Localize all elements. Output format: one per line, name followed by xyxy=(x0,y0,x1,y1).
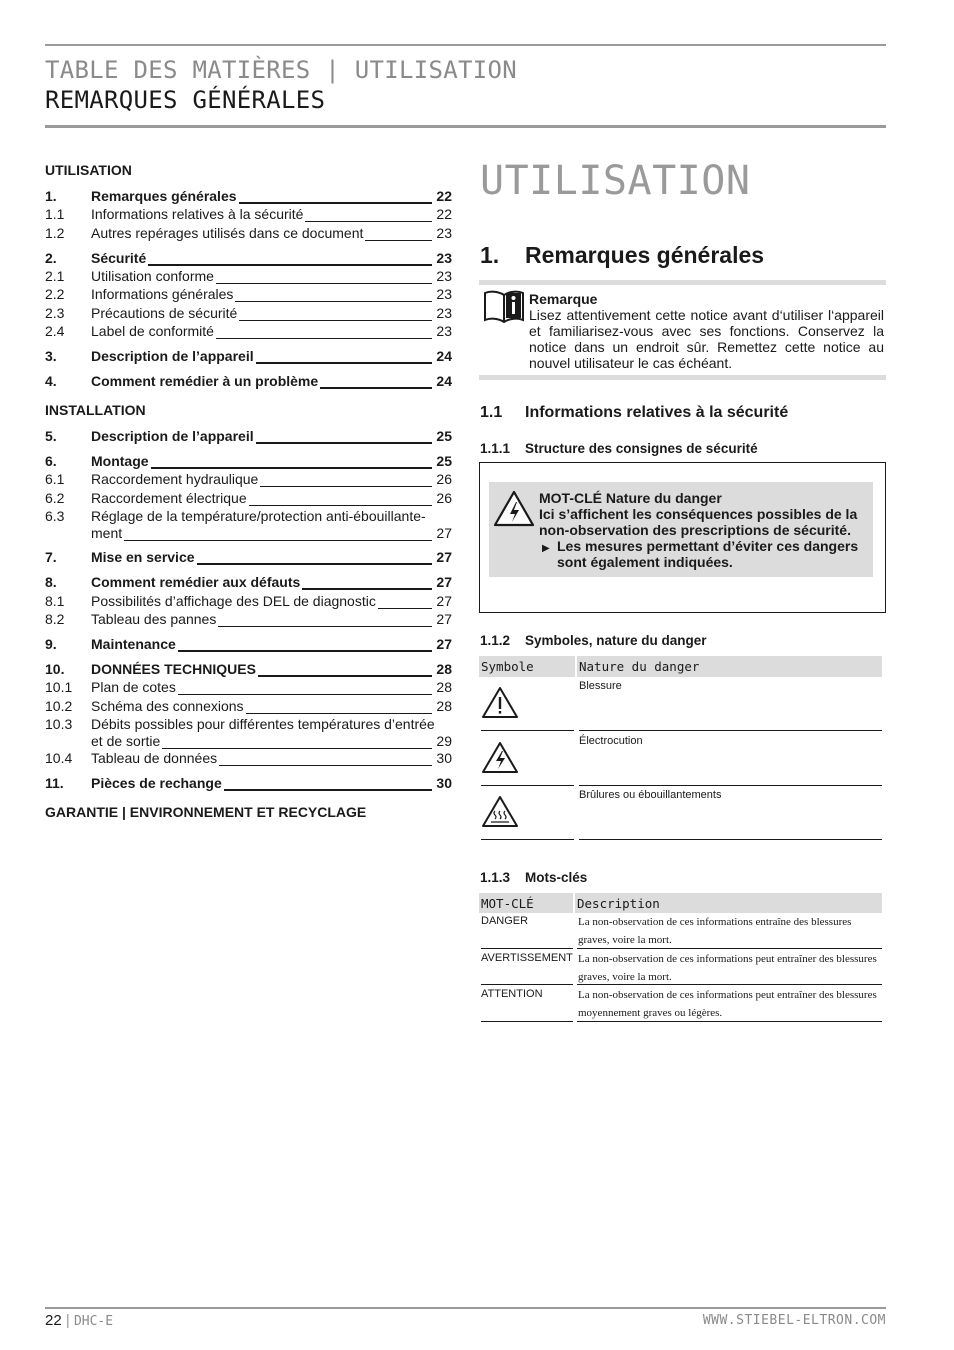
section-heading-1-1: 1.1 Informations relatives à la sécurité xyxy=(480,404,789,421)
toc-entry[interactable]: 3. Description de l’appareil 24 xyxy=(45,348,452,364)
keyword-description: La non-observation de ces informations entraîne des blessures graves, voire la mort. xyxy=(578,916,852,946)
electric-warning-icon xyxy=(493,490,535,533)
footer-page-info xyxy=(45,1312,113,1329)
toc-entry[interactable]: 10.1 Plan de cotes 28 xyxy=(45,679,452,695)
symbols-row-text: Brûlures ou ébouillantements xyxy=(579,789,722,801)
note-bottom-band xyxy=(479,375,886,380)
toc-entry[interactable]: 2.1 Utilisation conforme 23 xyxy=(45,268,452,284)
safety-instruction-box xyxy=(479,462,886,613)
table-row-divider xyxy=(577,984,882,985)
section-heading-1-1-2: 1.1.2 Symboles, nature du danger xyxy=(480,633,707,648)
toc-entry[interactable]: 1.1 Informations relatives à la sécurité 22 xyxy=(45,206,452,222)
toc-entry[interactable]: 10.4 Tableau de données 30 xyxy=(45,750,452,766)
note-title: Remarque xyxy=(529,291,598,307)
section-heading-1-1-3: 1.1.3 Mots-clés xyxy=(480,870,588,885)
table-row-divider xyxy=(579,785,882,786)
table-row-divider xyxy=(577,948,882,949)
header-bottom-rule xyxy=(45,125,886,128)
table-row-divider xyxy=(481,730,574,731)
symbols-row-text: Blessure xyxy=(579,680,622,692)
header-title-line1: TABLE DES MATIÈRES | UTILISATION xyxy=(45,56,517,84)
toc-entry[interactable]: 5. Description de l’appareil 25 xyxy=(45,428,452,444)
header-title-line2: REMARQUES GÉNÉRALES xyxy=(45,86,326,114)
safety-instruction-panel xyxy=(489,482,873,577)
keyword-description: La non-observation de ces informations peut entraîner des blessures moyennement graves ou légères. xyxy=(578,989,877,1019)
toc-entry[interactable]: 9. Maintenance 27 xyxy=(45,636,452,652)
toc-entry[interactable]: 6.3 Réglage de la température/protection anti-ébouillante- ment 27 xyxy=(45,508,452,541)
page-number: 22 xyxy=(45,1312,62,1329)
toc-section-installation: INSTALLATION xyxy=(45,402,146,418)
bullet-triangle-icon: ▶ xyxy=(542,543,550,554)
keyword-cell: AVERTISSEMENT xyxy=(481,952,573,964)
toc-entry[interactable]: 2.3 Précautions de sécurité 23 xyxy=(45,305,452,321)
toc-entry[interactable]: 4. Comment remédier à un problème 24 xyxy=(45,373,452,389)
safety-keyword-line: MOT-CLÉ Nature du danger xyxy=(539,490,722,506)
footer-rule xyxy=(45,1307,886,1309)
electric-warning-icon xyxy=(481,741,519,780)
safety-measure-text: ▶ Les mesures permettant d’éviter ces dangers sont également indiquées. xyxy=(542,538,859,570)
section-heading-1-1-1: 1.1.1 Structure des consignes de sécurité xyxy=(480,441,758,456)
toc-entry[interactable]: 6.1 Raccordement hydraulique 26 xyxy=(45,471,452,487)
table-row-divider xyxy=(579,839,882,840)
toc-entry[interactable]: 11. Pièces de rechange 30 xyxy=(45,775,452,791)
hot-surface-warning-icon xyxy=(481,795,519,834)
toc-entry[interactable]: 2. Sécurité 23 xyxy=(45,250,452,266)
symbols-row-text: Électrocution xyxy=(579,735,643,747)
toc-entry[interactable]: 1.2 Autres repérages utilisés dans ce document 23 xyxy=(45,225,452,241)
toc-section-utilisation: UTILISATION xyxy=(45,162,132,178)
info-book-icon xyxy=(483,289,525,328)
toc-section-garantie: GARANTIE | ENVIRONNEMENT ET RECYCLAGE xyxy=(45,804,367,820)
toc-entry[interactable]: 7. Mise en service 27 xyxy=(45,549,452,565)
symbols-table-header-danger: Nature du danger xyxy=(577,656,882,677)
table-row-divider xyxy=(579,730,882,731)
toc-entry[interactable]: 8.2 Tableau des pannes 27 xyxy=(45,611,452,627)
keyword-cell: ATTENTION xyxy=(481,988,543,1000)
general-warning-icon xyxy=(481,686,519,725)
note-body: Lisez attentivement cette notice avant d‘utiliser l‘appareil et familiarisez-vous avec ses fonctions. Conservez la notice dans un endroit sûr. Remettez cette notice au nouvel utilisateur le cas échéant. xyxy=(529,307,884,371)
toc-entry[interactable]: 10.3 Débits possibles pour différentes températures d’entrée et de sortie 29 xyxy=(45,716,452,749)
note-top-band xyxy=(479,280,886,285)
toc-entry[interactable]: 2.4 Label de conformité 23 xyxy=(45,323,452,339)
keywords-table-header-description: Description xyxy=(575,893,882,913)
toc-entry[interactable]: 8.1 Possibilités d’affichage des DEL de diagnostic 27 xyxy=(45,593,452,609)
symbols-table-header-symbol: Symbole xyxy=(479,656,575,677)
table-row-divider xyxy=(577,1021,882,1022)
toc-entry[interactable]: 1. Remarques générales 22 xyxy=(45,188,452,204)
toc-entry[interactable]: 10. DONNÉES TECHNIQUES 28 xyxy=(45,661,452,677)
header-top-rule xyxy=(45,44,886,46)
section-heading-1: 1. Remarques générales xyxy=(480,242,765,268)
chapter-title: UTILISATION xyxy=(480,158,751,204)
footer-url: WWW.STIEBEL-ELTRON.COM xyxy=(702,1313,886,1328)
table-row-divider xyxy=(481,839,574,840)
toc-entry[interactable]: 8. Comment remédier aux défauts 27 xyxy=(45,574,452,590)
table-row-divider xyxy=(481,948,573,949)
toc-entry[interactable]: 6.2 Raccordement électrique 26 xyxy=(45,490,452,506)
table-row-divider xyxy=(481,785,574,786)
toc-entry[interactable]: 10.2 Schéma des connexions 28 xyxy=(45,698,452,714)
keyword-cell: DANGER xyxy=(481,915,529,927)
table-row-divider xyxy=(481,1021,573,1022)
keyword-description: La non-observation de ces informations peut entraîner des blessures graves, voire la mort. xyxy=(578,953,877,983)
toc-entry[interactable]: 2.2 Informations générales 23 xyxy=(45,286,452,302)
keywords-table-header-keyword: MOT-CLÉ xyxy=(479,893,573,913)
footer-separator: | xyxy=(65,1312,70,1329)
table-row-divider xyxy=(481,984,573,985)
toc-entry[interactable]: 6. Montage 25 xyxy=(45,453,452,469)
footer-model: DHC-E xyxy=(73,1314,114,1329)
safety-consequence-text: Ici s’affichent les conséquences possibles de la non-observation des prescriptions de sécurité. xyxy=(539,506,858,538)
